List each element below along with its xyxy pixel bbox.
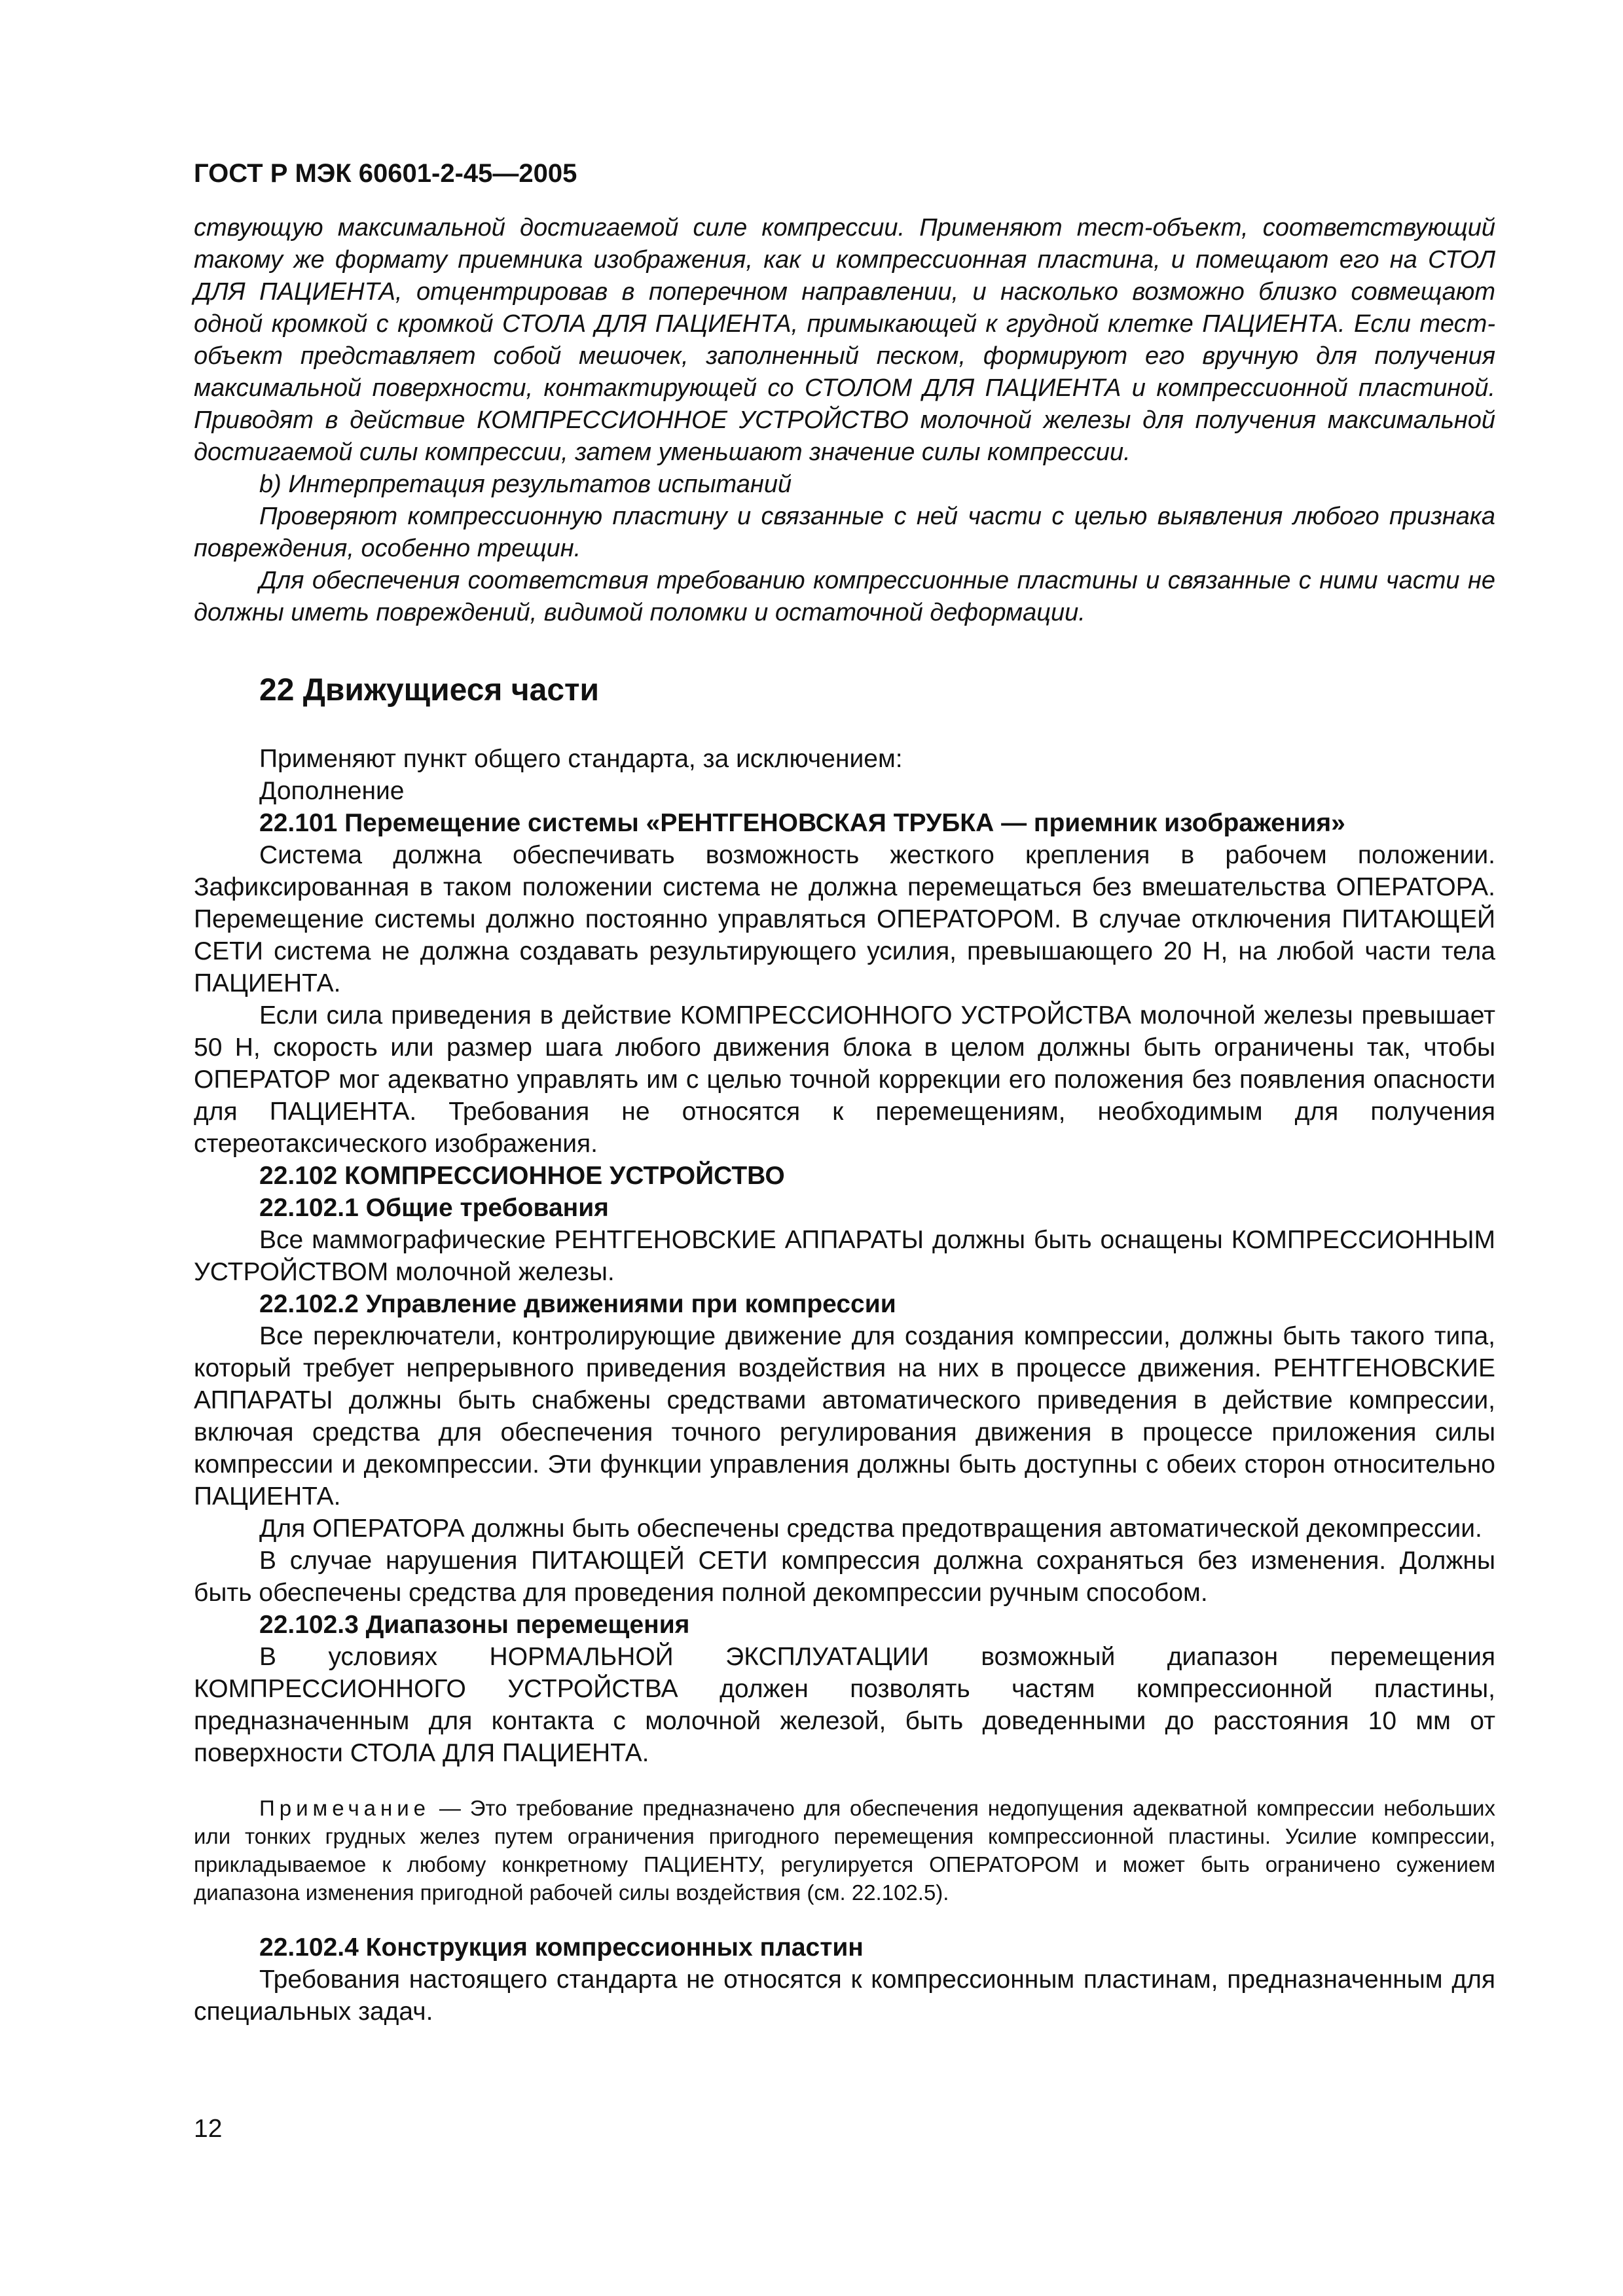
subsection-22-102-2-paragraph-3: В случае нарушения ПИТАЮЩЕЙ СЕТИ компрессия должна сохраняться без изменения. Должны быть обеспечены средства для проведения полной декомпрессии ручным способом.	[194, 1547, 1495, 1607]
subsection-22-102-2-paragraph-2: Для ОПЕРАТОРА должны быть обеспечены средства предотвращения автоматической декомпрессии.	[259, 1515, 1482, 1543]
note-text: — Это требование предназначено для обеспечения недопущения адекватной компрессии небольших или тонких грудных желез путем ограничения пригодного перемещения компрессионной пластины. Усилие компрессии, прикладываемое к любому конкретному ПАЦИЕНТУ, регулируется ОПЕРАТОРОМ и может быть ограничено сужением диапазона изменения пригодной рабочей силы воздействия (см. 22.102.5).	[194, 1796, 1495, 1905]
subsection-22-102-2-title: 22.102.2 Управление движениями при компрессии	[259, 1290, 896, 1318]
subsection-22-101-paragraph-1: Система должна обеспечивать возможность жесткого крепления в рабочем положении. Зафиксированная в таком положении система не должна перемещаться без вмешательства ОПЕРАТОРА. Перемещение системы должно постоянно управляться ОПЕРАТОРОМ. В случае отключения ПИТАЮЩЕЙ СЕТИ система не должна создавать результирующего усилия, превышающего 20 Н, на любой части тела ПАЦИЕНТА.	[194, 841, 1495, 997]
subsection-22-102-1-paragraph: Все маммографические РЕНТГЕНОВСКИЕ АППАРАТЫ должны быть оснащены КОМПРЕССИОННЫМ УСТРОЙСТВОМ молочной железы.	[194, 1226, 1495, 1286]
subsection-22-102-2-paragraph-1: Все переключатели, контролирующие движение для создания компрессии, должны быть такого типа, который требует непрерывного приведения воздействия на них в процессе движения. РЕНТГЕНОВСКИЕ АППАРАТЫ должны быть снабжены средствами автоматического приведения в действие компрессии, включая средства для обеспечения точного регулирования движения в процессе приложения силы компрессии и декомпрессии. Эти функции управления должны быть доступны с обеих сторон относительно ПАЦИЕНТА.	[194, 1322, 1495, 1511]
subsection-22-102-4-paragraph: Требования настоящего стандарта не относятся к компрессионным пластинам, предназначенным для специальных задач.	[194, 1965, 1495, 2026]
subsection-22-102-4-title: 22.102.4 Конструкция компрессионных пластин	[259, 1933, 864, 1962]
document-header: ГОСТ Р МЭК 60601-2-45—2005	[194, 159, 577, 188]
intro-paragraph: ствующую максимальной достигаемой силе компрессии. Применяют тест-объект, соответствующий такому же формату приемника изображения, как и компрессионная пластина, и помещают его на СТОЛ ДЛЯ ПАЦИЕНТА, отцентрировав в поперечном направлении, и насколько возможно близко совмещают одной кромкой с кромкой СТОЛА ДЛЯ ПАЦИЕНТА, примыкающей к грудной клетке ПАЦИЕНТА. Если тест-объект представляет собой мешочек, заполненный песком, формируют его вручную для получения максимальной поверхности, контактирующей со СТОЛОМ ДЛЯ ПАЦИЕНТА и компрессионной пластиной. Приводят в действие КОМПРЕССИОННОЕ УСТРОЙСТВО молочной железы для получения максимальной достигаемой силы компрессии, затем уменьшают значение силы компрессии.	[194, 214, 1495, 466]
interpretation-heading: b) Интерпретация результатов испытаний	[259, 471, 792, 498]
note-paragraph	[194, 1794, 1495, 1907]
document-page	[194, 157, 1495, 2028]
page-number: 12	[194, 2115, 223, 2143]
interpretation-paragraph-1: Проверяют компрессионную пластину и связанные с ней части с целью выявления любого признака повреждения, особенно трещин.	[194, 503, 1495, 562]
applies-paragraph: Применяют пункт общего стандарта, за исключением:	[259, 745, 903, 773]
addition-label: Дополнение	[259, 777, 405, 805]
interpretation-paragraph-2: Для обеспечения соответствия требованию компрессионные пластины и связанные с ними части не должны иметь повреждений, видимой поломки и остаточной деформации.	[194, 567, 1495, 626]
subsection-22-102-1-title: 22.102.1 Общие требования	[259, 1194, 609, 1222]
subsection-22-102-3-paragraph: В условиях НОРМАЛЬНОЙ ЭКСПЛУАТАЦИИ возможный диапазон перемещения КОМПРЕССИОННОГО УСТРОЙСТВА должен позволять частям компрессионной пластины, предназначенным для контакта с молочной железой, быть доведенными до расстояния 10 мм от поверхности СТОЛА ДЛЯ ПАЦИЕНТА.	[194, 1643, 1495, 1767]
section-title: 22 Движущиеся части	[259, 673, 600, 708]
note-label: Примечание	[259, 1796, 431, 1820]
subsection-22-102-title: 22.102 КОМПРЕССИОННОЕ УСТРОЙСТВО	[259, 1162, 785, 1190]
subsection-22-101-title: 22.101 Перемещение системы «РЕНТГЕНОВСКАЯ ТРУБКА — приемник изображения»	[259, 809, 1345, 837]
subsection-22-101-paragraph-2: Если сила приведения в действие КОМПРЕССИОННОГО УСТРОЙСТВА молочной железы превышает 50 Н, скорость или размер шага любого движения блока в целом должны быть ограничены так, чтобы ОПЕРАТОР мог адекватно управлять им с целью точной коррекции его положения без появления опасности для ПАЦИЕНТА. Требования не относятся к перемещениям, необходимым для получения стереотаксического изображения.	[194, 1001, 1495, 1158]
subsection-22-102-3-title: 22.102.3 Диапазоны перемещения	[259, 1611, 690, 1639]
